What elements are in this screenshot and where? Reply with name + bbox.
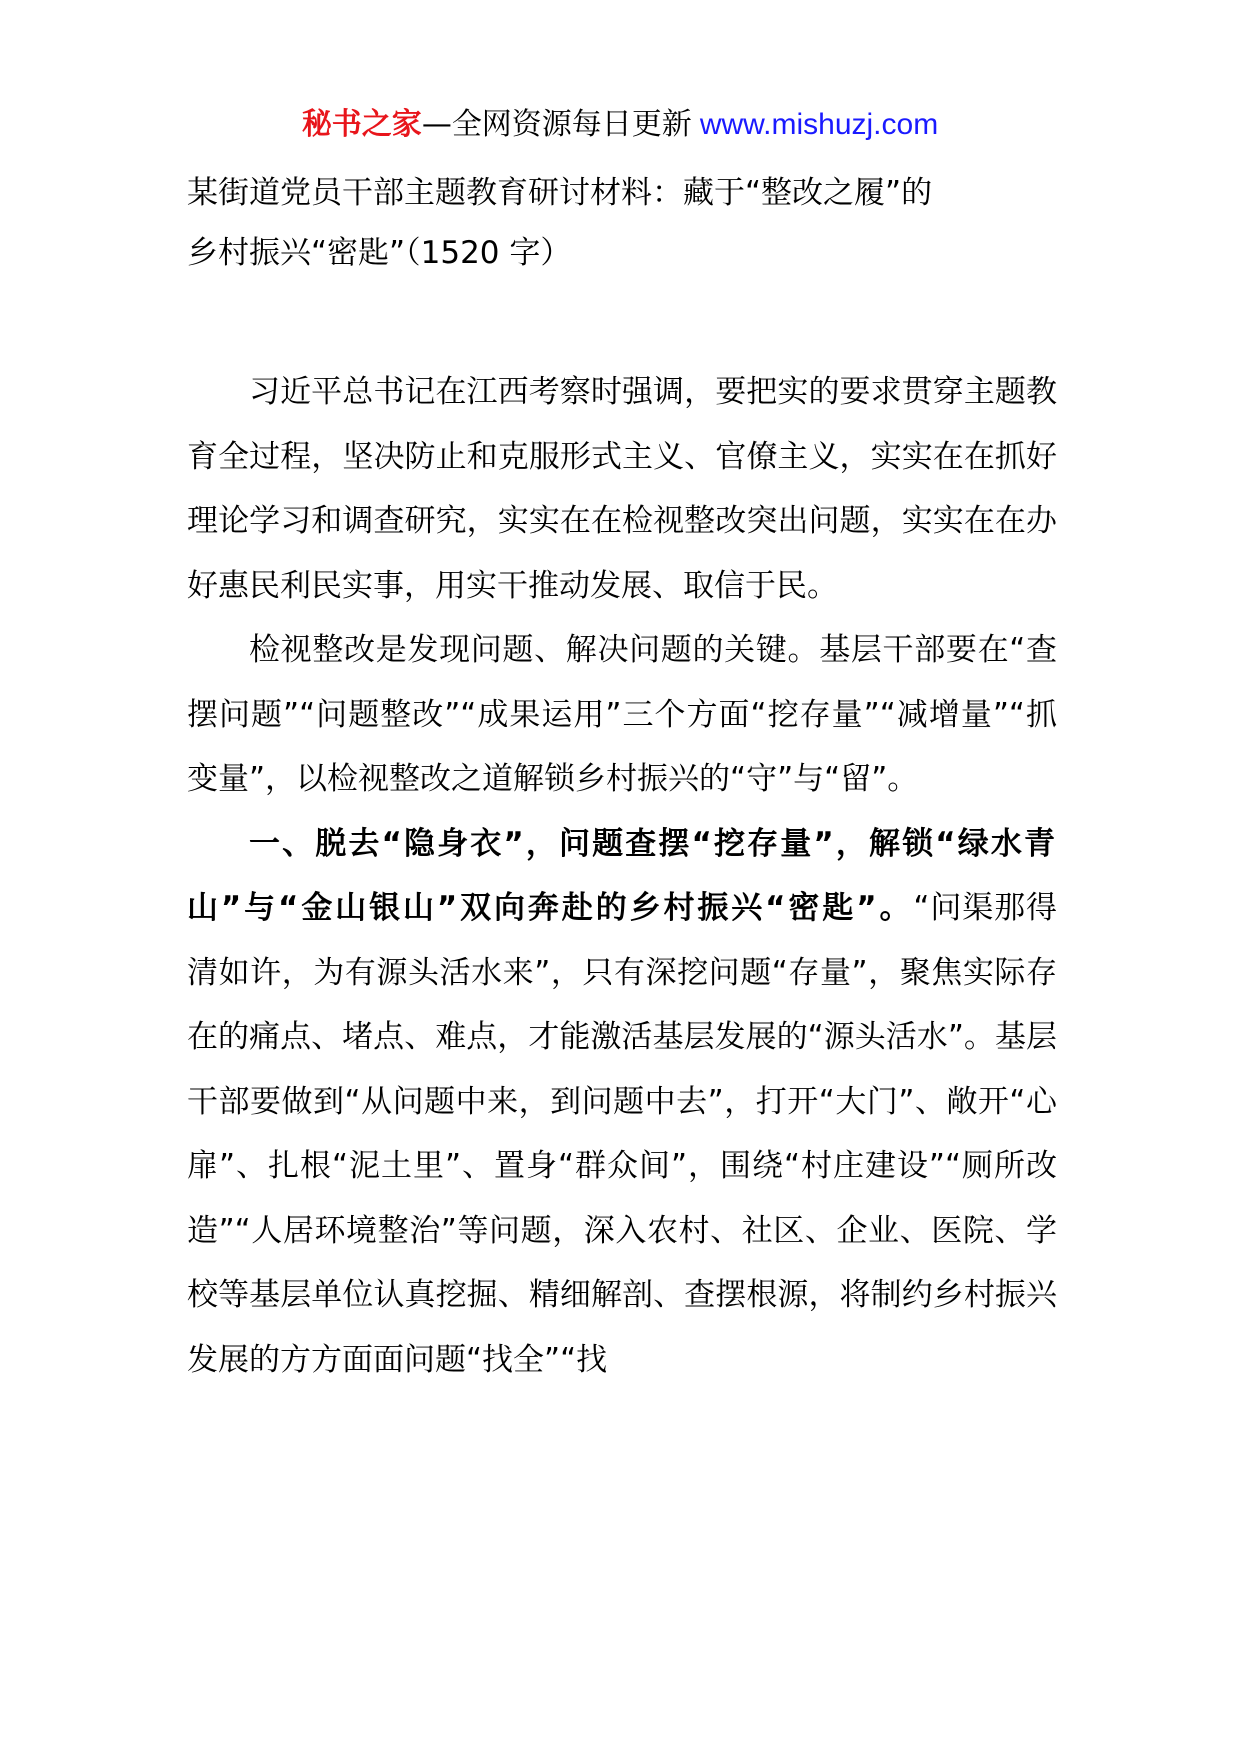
document-title — [187, 163, 1057, 283]
title-line-1: 某街道党员干部主题教育研讨材料：藏于“整改之履”的 — [187, 175, 933, 211]
site-tagline: —全网资源每日更新 — [421, 107, 692, 142]
section-1-heading: 一、脱去“隐身衣”，问题查摆“挖存量”，解锁“绿水青山”与“金山银山”双向奔赴的乡村振兴“密匙”。 — [187, 825, 1057, 926]
site-header — [0, 100, 1240, 150]
site-url-link[interactable]: www.mishuzj.com — [699, 108, 939, 141]
brand-name: 秘书之家 — [301, 107, 422, 142]
title-line-2: 乡村振兴“密匙”（1520 字） — [187, 235, 572, 271]
document-body — [187, 360, 1057, 1392]
paragraph: 检视整改是发现问题、解决问题的关键。基层干部要在“查摆问题”“问题整改”“成果运用”三个方面“挖存量”“减增量”“抓变量”，以检视整改之道解锁乡村振兴的“守”与“留”。 — [187, 632, 1057, 797]
section-1-body: “问渠那得清如许，为有源头活水来”，只有深挖问题“存量”，聚焦实际存在的痛点、堵点、难点，才能激活基层发展的“源头活水”。基层干部要做到“从问题中来，到问题中去”，打开“大门”、敞开“心扉”、扎根“泥土里”、置身“群众间”，围绕“村庄建设”“厕所改造”“人居环境整治”等问题，深入农村、社区、企业、医院、学校等基层单位认真挖掘、精细解剖、查摆根源，将制约乡村振兴发展的方方面面问题“找全”“找 — [187, 890, 1057, 1378]
paragraph: 习近平总书记在江西考察时强调，要把实的要求贯穿主题教育全过程，坚决防止和克服形式主义、官僚主义，实实在在抓好理论学习和调查研究，实实在在检视整改突出问题，实实在在办好惠民利民实事，用实干推动发展、取信于民。 — [187, 374, 1057, 604]
section-1 — [187, 812, 1057, 1393]
